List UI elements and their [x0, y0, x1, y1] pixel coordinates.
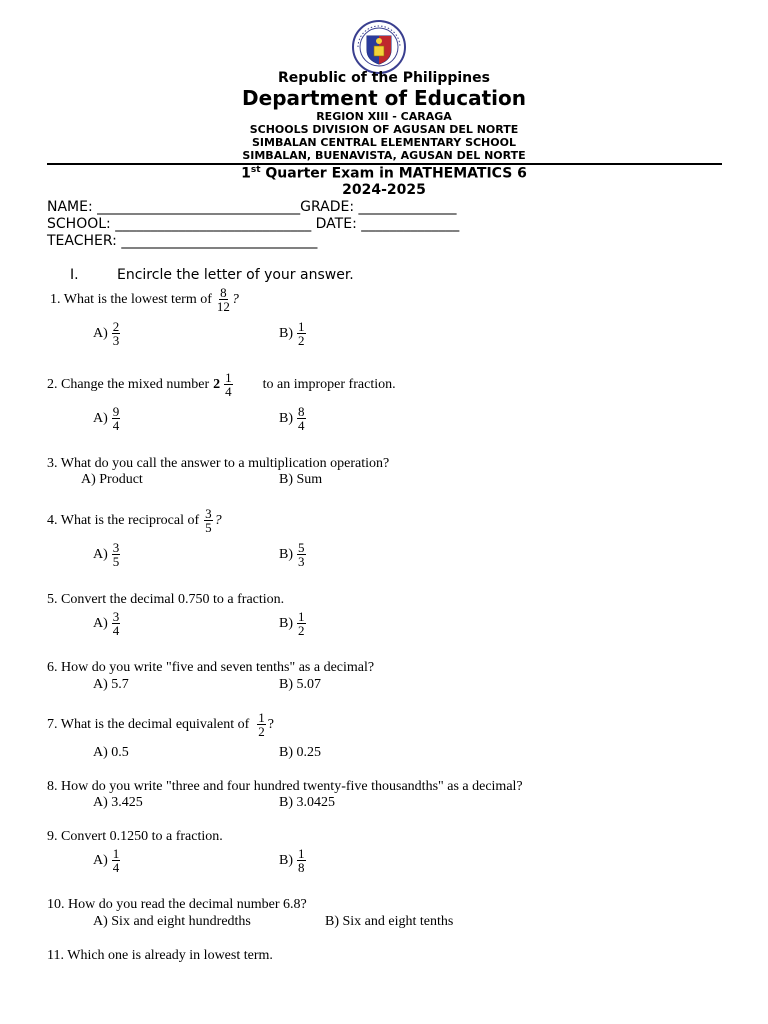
fraction-denominator: 4	[112, 418, 120, 433]
option-fraction	[112, 610, 121, 637]
question-4	[47, 507, 222, 534]
q1-option-b[interactable]	[279, 320, 308, 347]
question-9-text: 9. Convert 0.1250 to a fraction.	[47, 829, 223, 844]
fraction-numerator: 3	[205, 506, 212, 521]
exam-ordinal-sup: st	[250, 165, 261, 175]
exam-title-text: Quarter Exam in MATHEMATICS 6	[260, 165, 527, 182]
option-label: B)	[279, 325, 293, 341]
option-fraction	[112, 320, 121, 347]
fraction-numerator: 8	[220, 285, 227, 300]
fraction-denominator: 4	[112, 623, 120, 638]
question-2-tail: to an improper fraction.	[262, 376, 396, 392]
section-number: I.	[70, 267, 79, 283]
header-department: Department of Education	[242, 86, 526, 110]
question-2-fraction	[224, 371, 233, 398]
q8-option-a[interactable]: A) 3.425	[93, 795, 143, 810]
fraction-denominator: 3	[298, 554, 305, 569]
fraction-numerator: 3	[112, 540, 120, 555]
fraction-numerator: 9	[112, 404, 120, 419]
fraction-numerator: 5	[298, 540, 305, 555]
fraction-numerator: 1	[298, 319, 305, 334]
q4-option-b[interactable]	[279, 541, 308, 568]
q3-option-b[interactable]: B) Sum	[279, 472, 323, 487]
option-fraction	[297, 847, 306, 874]
option-label: B)	[279, 546, 293, 562]
exam-title	[0, 165, 768, 182]
question-7	[47, 711, 274, 738]
fraction-numerator: 1	[298, 609, 305, 624]
fraction-numerator: 1	[298, 846, 305, 861]
option-fraction	[112, 405, 121, 432]
q8-option-b[interactable]: B) 3.0425	[279, 795, 335, 810]
question-8-text: 8. How do you write "three and four hundred twenty-five thousandths" as a decimal?	[47, 779, 523, 794]
option-label: A)	[93, 615, 108, 631]
question-2-whole: 2	[213, 376, 221, 392]
option-fraction	[297, 541, 306, 568]
fraction-denominator: 2	[298, 623, 305, 638]
exam-ordinal: 1	[241, 165, 251, 182]
question-4-text: 4. What is the reciprocal of	[47, 512, 200, 528]
question-1-tail: ?	[231, 291, 239, 307]
q2-option-b[interactable]	[279, 405, 308, 432]
q10-option-b[interactable]: B) Six and eight tenths	[325, 914, 454, 929]
q7-option-a[interactable]: A) 0.5	[93, 745, 129, 760]
option-label: A)	[93, 546, 108, 562]
fraction-numerator: 1	[112, 846, 120, 861]
school-date-field[interactable]: SCHOOL: ____________________________ DATE: ______________	[47, 216, 460, 232]
question-7-text: 7. What is the decimal equivalent of	[47, 716, 250, 732]
question-6-text: 6. How do you write "five and seven tenths" as a decimal?	[47, 660, 375, 675]
fraction-denominator: 2	[298, 333, 305, 348]
question-11-text: 11. Which one is already in lowest term.	[47, 948, 273, 963]
deped-seal-icon	[349, 20, 409, 75]
option-fraction	[297, 405, 306, 432]
question-1	[50, 286, 239, 313]
question-4-fraction	[204, 507, 213, 534]
q1-option-a[interactable]	[93, 320, 122, 347]
option-fraction	[297, 610, 306, 637]
fraction-denominator: 5	[112, 554, 120, 569]
fraction-denominator: 4	[112, 860, 120, 875]
header-republic: Republic of the Philippines	[278, 70, 490, 86]
question-7-tail: ?	[267, 716, 275, 732]
question-5-text: 5. Convert the decimal 0.750 to a fraction.	[47, 592, 285, 607]
question-1-fraction	[217, 286, 230, 313]
question-2-text: 2. Change the mixed number	[47, 376, 210, 392]
question-4-tail: ?	[214, 512, 222, 528]
fraction-numerator: 1	[225, 370, 232, 385]
option-fraction	[112, 847, 121, 874]
q9-option-b[interactable]	[279, 847, 308, 874]
q9-option-a[interactable]	[93, 847, 122, 874]
question-7-fraction	[257, 711, 266, 738]
option-label: A)	[93, 410, 108, 426]
option-label: B)	[279, 410, 293, 426]
school-year: 2024-2025	[342, 182, 426, 198]
q6-option-a[interactable]: A) 5.7	[93, 677, 129, 692]
fraction-numerator: 2	[112, 319, 120, 334]
question-10-text: 10. How do you read the decimal number 6.8?	[47, 897, 307, 912]
q7-option-b[interactable]: B) 0.25	[279, 745, 321, 760]
option-label: B)	[279, 852, 293, 868]
q6-option-b[interactable]: B) 5.07	[279, 677, 321, 692]
header-division: SCHOOLS DIVISION OF AGUSAN DEL NORTE	[249, 123, 519, 136]
q2-option-a[interactable]	[93, 405, 122, 432]
option-label: A)	[93, 852, 108, 868]
section-instruction: Encircle the letter of your answer.	[117, 267, 354, 283]
fraction-denominator: 3	[112, 333, 120, 348]
option-fraction	[112, 541, 121, 568]
fraction-numerator: 8	[298, 404, 305, 419]
option-label: A)	[93, 325, 108, 341]
fraction-numerator: 3	[112, 609, 120, 624]
header-school: SIMBALAN CENTRAL ELEMENTARY SCHOOL	[252, 136, 516, 149]
header-address: SIMBALAN, BUENAVISTA, AGUSAN DEL NORTE	[242, 149, 526, 162]
fraction-denominator: 12	[216, 299, 230, 314]
option-fraction	[297, 320, 306, 347]
fraction-numerator: 1	[258, 710, 265, 725]
q10-option-a[interactable]: A) Six and eight hundredths	[93, 914, 251, 929]
fraction-denominator: 8	[298, 860, 305, 875]
q3-option-a[interactable]: A) Product	[81, 472, 143, 487]
deped-seal	[349, 20, 409, 75]
question-3-text: 3. What do you call the answer to a multiplication operation?	[47, 456, 390, 471]
q5-option-a[interactable]	[93, 610, 122, 637]
header-region: REGION XIII - CARAGA	[316, 110, 452, 123]
fraction-denominator: 5	[205, 520, 212, 535]
question-1-text: 1. What is the lowest term of	[50, 291, 212, 307]
question-2	[47, 371, 396, 398]
fraction-denominator: 2	[258, 724, 265, 739]
fraction-denominator: 4	[298, 418, 305, 433]
option-label: B)	[279, 615, 293, 631]
q5-option-b[interactable]	[279, 610, 308, 637]
q4-option-a[interactable]	[93, 541, 122, 568]
name-grade-field[interactable]: NAME: _____________________________GRADE: ______________	[47, 199, 457, 215]
fraction-denominator: 4	[225, 384, 232, 399]
teacher-field[interactable]: TEACHER: ____________________________	[47, 233, 318, 249]
